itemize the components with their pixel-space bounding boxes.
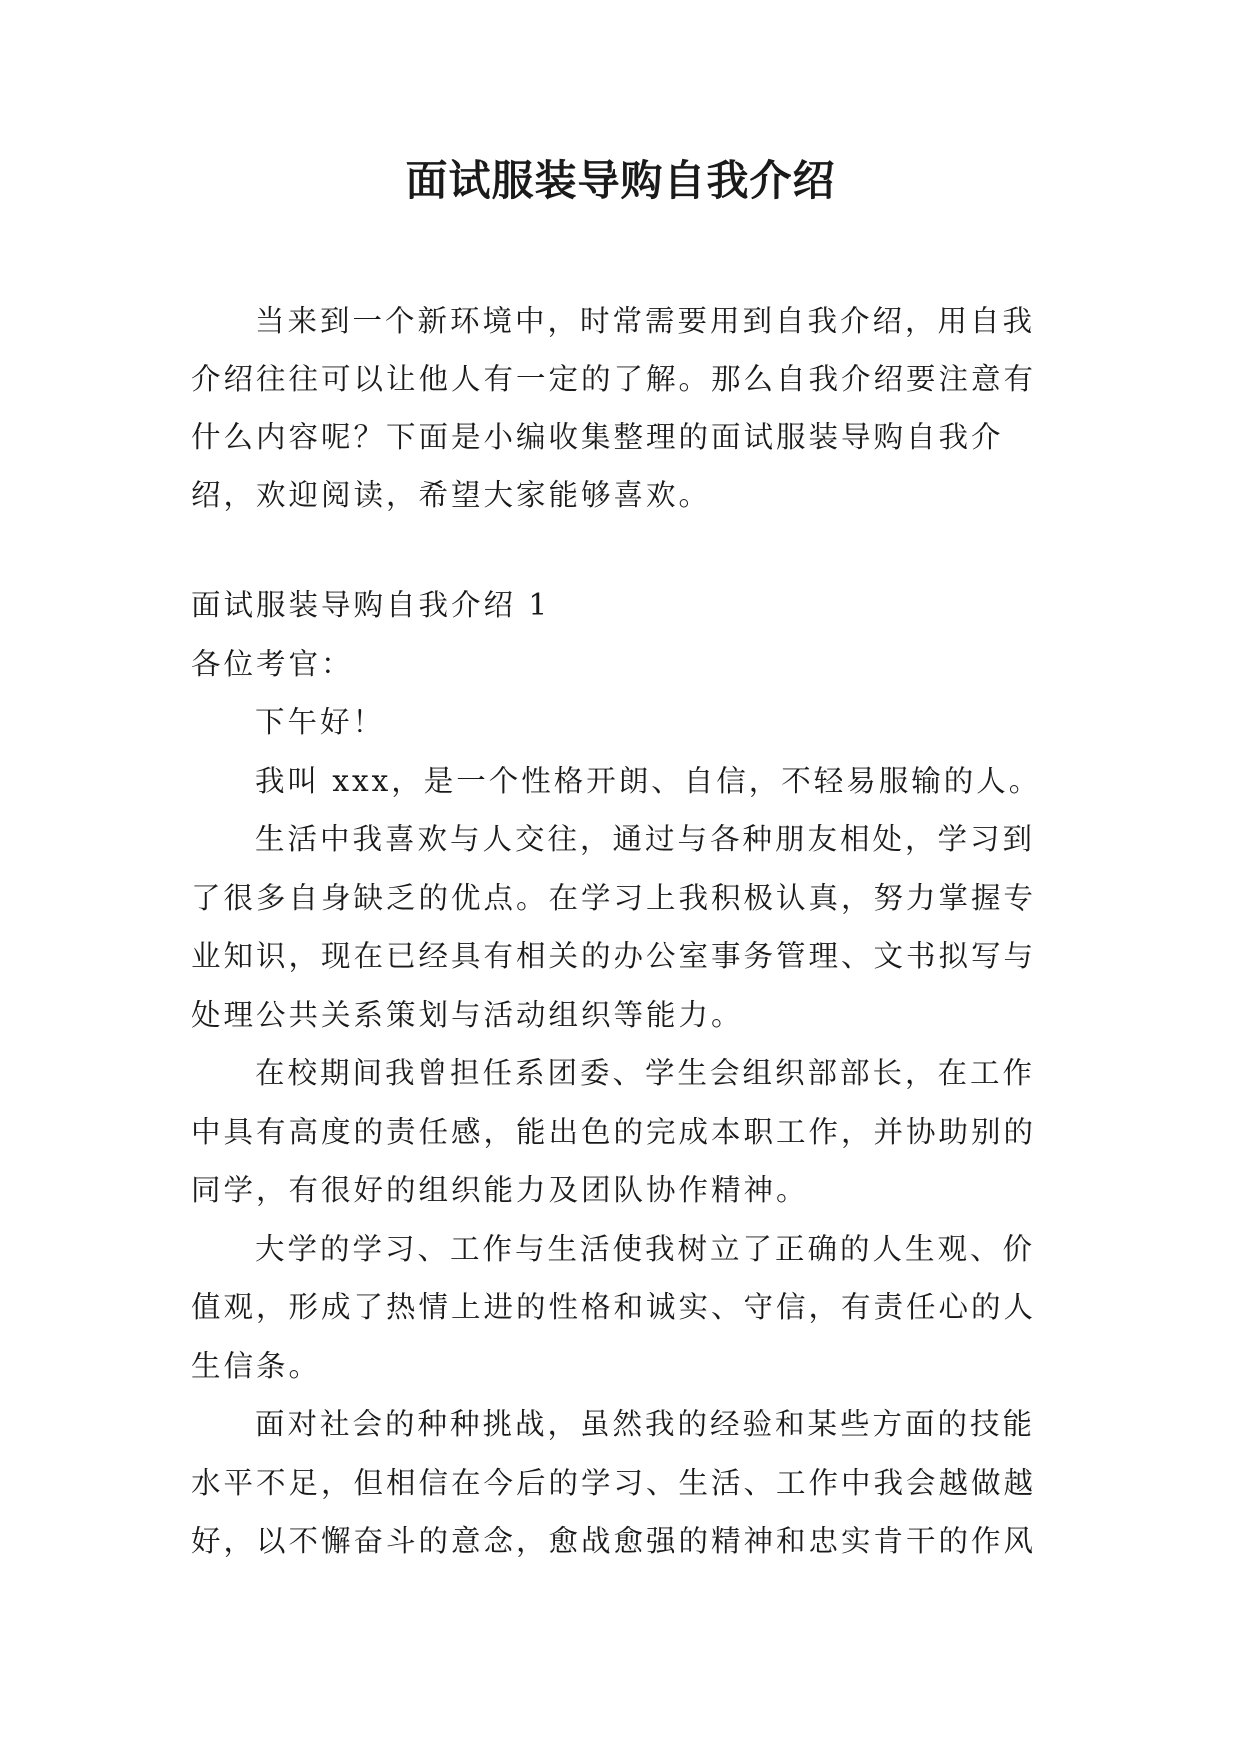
- document-title: 面试服装导购自我介绍: [405, 156, 836, 205]
- document-content: [191, 576, 1051, 1571]
- section-heading: 面试服装导购自我介绍 1: [191, 588, 551, 622]
- body-paragraph: 我叫 xxx，是一个性格开朗、自信，不轻易服输的人。: [255, 763, 1042, 798]
- greeting-paragraph: 下午好！: [255, 705, 386, 739]
- body-paragraph: 生活中我喜欢与人交往，通过与各种朋友相处，学习到了很多自身缺乏的优点。在学习上我积极认真，努力掌握专业知识，现在已经具有相关的办公室事务管理、文书拟写与处理公共关系策划与活动组织等能力。: [191, 822, 1037, 1032]
- body-paragraph: 大学的学习、工作与生活使我树立了正确的人生观、价值观，形成了热情上进的性格和诚实、守信，有责任心的人生信条。: [191, 1231, 1037, 1383]
- body-paragraph: 面对社会的种种挑战，虽然我的经验和某些方面的技能水平不足，但相信在今后的学习、生活、工作中我会越做越好，以不懈奋斗的意念，愈战愈强的精神和忠实肯干的作风: [191, 1407, 1037, 1558]
- salutation: 各位考官：: [191, 646, 354, 681]
- intro-paragraph: 当来到一个新环境中，时常需要用到自我介绍，用自我介绍往往可以让他人有一定的了解。那么自我介绍要注意有什么内容呢？下面是小编收集整理的面试服装导购自我介绍，欢迎阅读，希望大家能够喜欢。: [191, 304, 1037, 512]
- body-paragraph: 在校期间我曾担任系团委、学生会组织部部长，在工作中具有高度的责任感，能出色的完成本职工作，并协助别的同学，有很好的组织能力及团队协作精神。: [191, 1056, 1037, 1207]
